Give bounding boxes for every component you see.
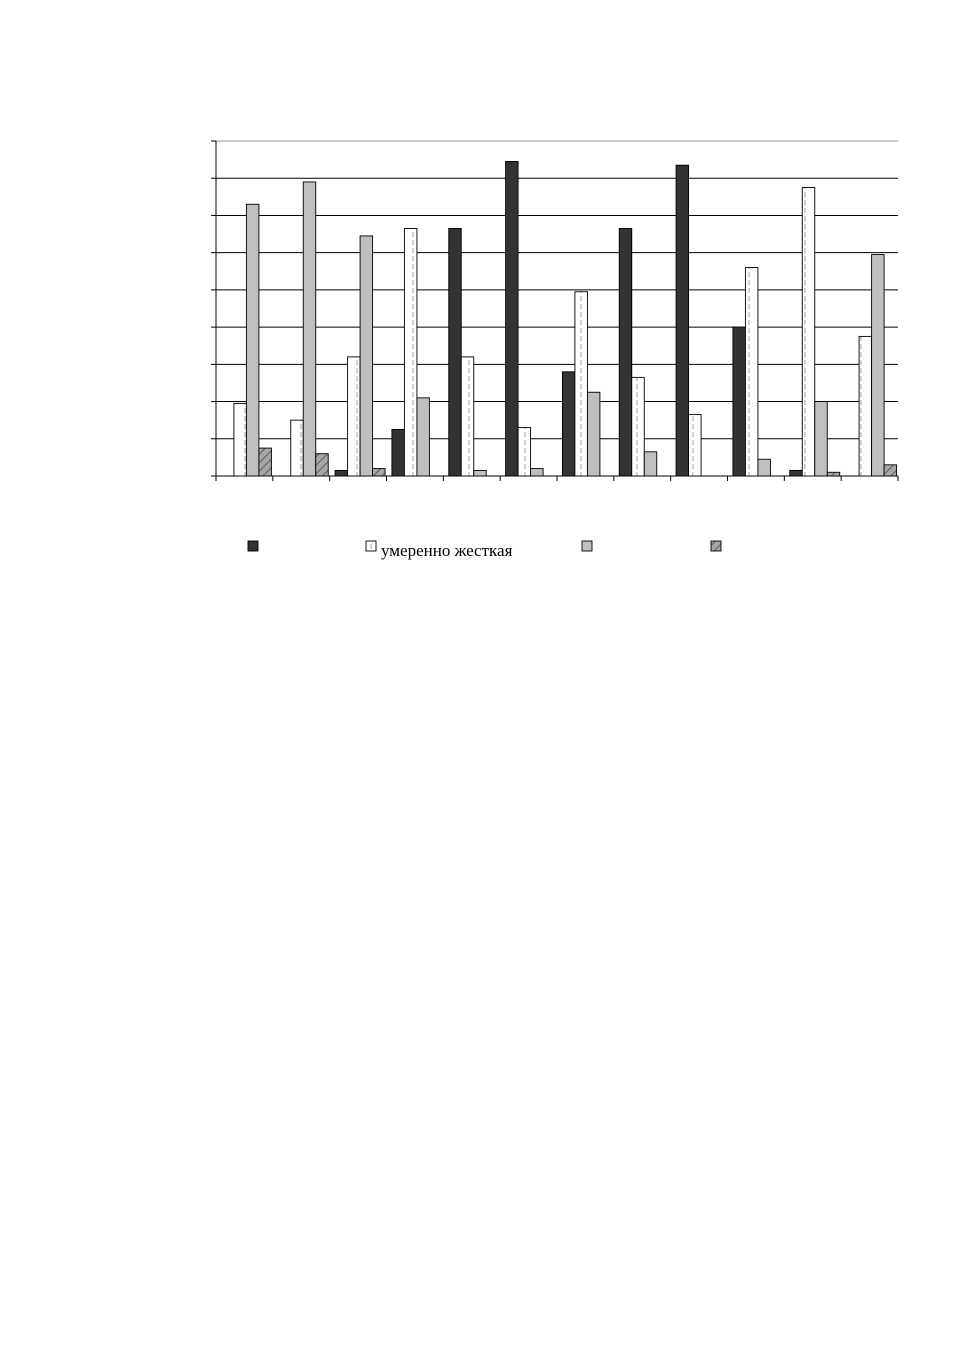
legend-swatch-2 (366, 541, 376, 551)
bar-series-3 (872, 255, 885, 476)
bar-series-2 (632, 377, 645, 476)
bar-series-2 (404, 228, 417, 476)
bar-series-2 (802, 188, 815, 476)
bar-series-3 (474, 470, 487, 476)
bar-series-3 (644, 452, 657, 476)
legend (248, 541, 721, 560)
bar-series-4 (884, 465, 897, 476)
bar-series-3 (360, 236, 373, 476)
bar-series-2 (291, 420, 304, 476)
bar-series-2 (461, 357, 474, 476)
bar-series-1 (392, 429, 405, 476)
legend-swatch-1 (248, 541, 258, 551)
bar-series-2 (575, 292, 588, 476)
bar-series-2 (859, 336, 872, 476)
bar-series-1 (335, 470, 348, 476)
bar-series-2 (348, 357, 361, 476)
bar-series-1 (506, 161, 519, 476)
legend-swatch-3 (582, 541, 592, 551)
bar-series-4 (827, 472, 840, 476)
bar-series-3 (303, 182, 316, 476)
bar-series-1 (449, 228, 462, 476)
bar-series-3 (587, 392, 600, 476)
bar-series-3 (246, 204, 259, 476)
gridlines (216, 141, 898, 439)
bar-series-3 (531, 469, 544, 476)
bar-series-4 (373, 469, 386, 476)
legend-swatch-4 (711, 541, 721, 551)
bars (234, 161, 897, 476)
bar-series-3 (758, 459, 771, 476)
bar-series-2 (689, 415, 702, 476)
bar-series-4 (316, 454, 329, 476)
bar-series-1 (733, 327, 746, 476)
bar-series-3 (815, 402, 828, 476)
bar-series-1 (562, 372, 575, 476)
bar-series-2 (518, 428, 531, 476)
bar-series-1 (676, 165, 689, 476)
bar-series-1 (790, 470, 803, 476)
bar-series-2 (745, 268, 758, 476)
bar-series-2 (234, 403, 247, 476)
legend-label-2: умеренно жесткая (381, 541, 513, 560)
bar-series-1 (619, 228, 632, 476)
bar-series-3 (417, 398, 430, 476)
bar-series-4 (259, 448, 272, 476)
